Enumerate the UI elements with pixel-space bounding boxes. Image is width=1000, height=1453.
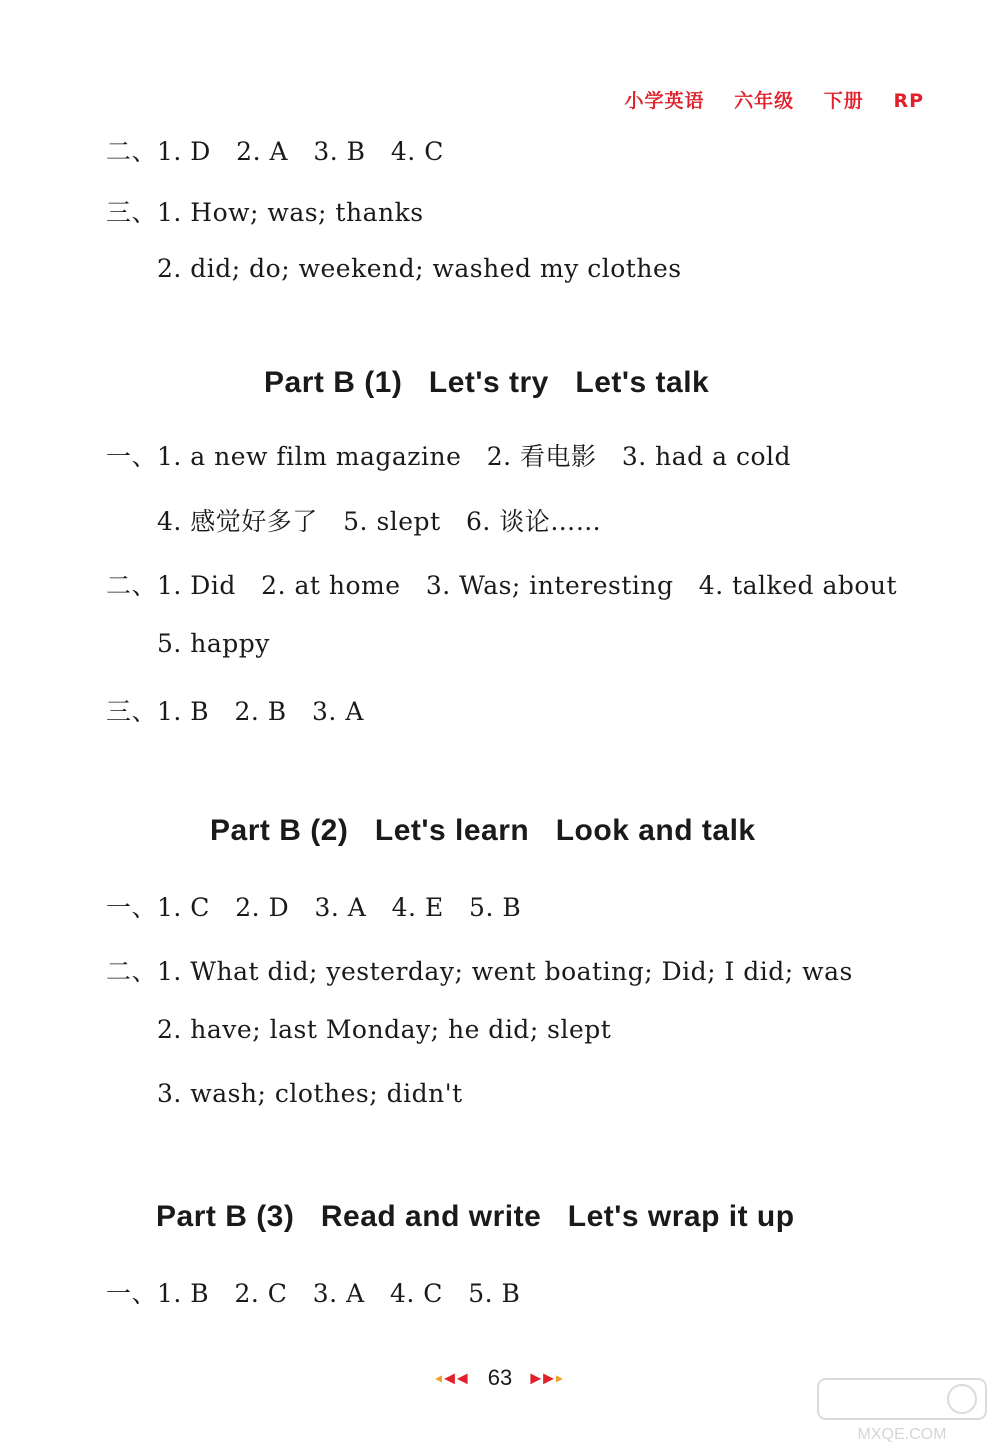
section-heading-b2: Part B (2) Let's learn Look and talk [210, 814, 756, 847]
answer-line: 二、1. What did; yesterday; went boating; Did; I did; was [106, 957, 853, 986]
page-number: 63 [487, 1365, 513, 1391]
watermark-logo [812, 1375, 992, 1445]
header-subject: 小学英语 [624, 90, 705, 112]
section-heading-b3: Part B (3) Read and write Let's wrap it up [156, 1200, 795, 1233]
answer-line: 二、1. Did 2. at home 3. Was; interesting 4. talked about [106, 571, 898, 600]
answer-line: 三、1. B 2. B 3. A [106, 697, 364, 726]
header-grade: 六年级 [734, 90, 795, 112]
watermark-text: MXQE.COM [857, 1426, 947, 1443]
answer-line: 三、1. How; was; thanks [106, 198, 424, 227]
page-header [625, 86, 924, 113]
right-arrows-icon: ▶▶▸ [530, 1369, 565, 1386]
answer-line: 一、1. B 2. C 3. A 4. C 5. B [106, 1279, 521, 1308]
left-arrows-icon: ◂◀◀ [435, 1369, 470, 1386]
answer-line: 4. 感觉好多了 5. slept 6. 谈论…… [157, 507, 602, 536]
answer-line: 一、1. C 2. D 3. A 4. E 5. B [106, 893, 522, 922]
answer-line: 3. wash; clothes; didn't [157, 1079, 463, 1108]
section-heading-b1: Part B (1) Let's try Let's talk [264, 366, 710, 399]
header-edition: RP [893, 90, 924, 112]
answer-line: 5. happy [157, 629, 270, 658]
answer-line: 一、1. a new film magazine 2. 看电影 3. had a cold [106, 442, 792, 471]
answer-line: 二、1. D 2. A 3. B 4. C [106, 137, 444, 166]
header-volume: 下册 [823, 90, 864, 112]
answer-line: 2. did; do; weekend; washed my clothes [157, 254, 682, 283]
answer-line: 2. have; last Monday; he did; slept [157, 1015, 612, 1044]
